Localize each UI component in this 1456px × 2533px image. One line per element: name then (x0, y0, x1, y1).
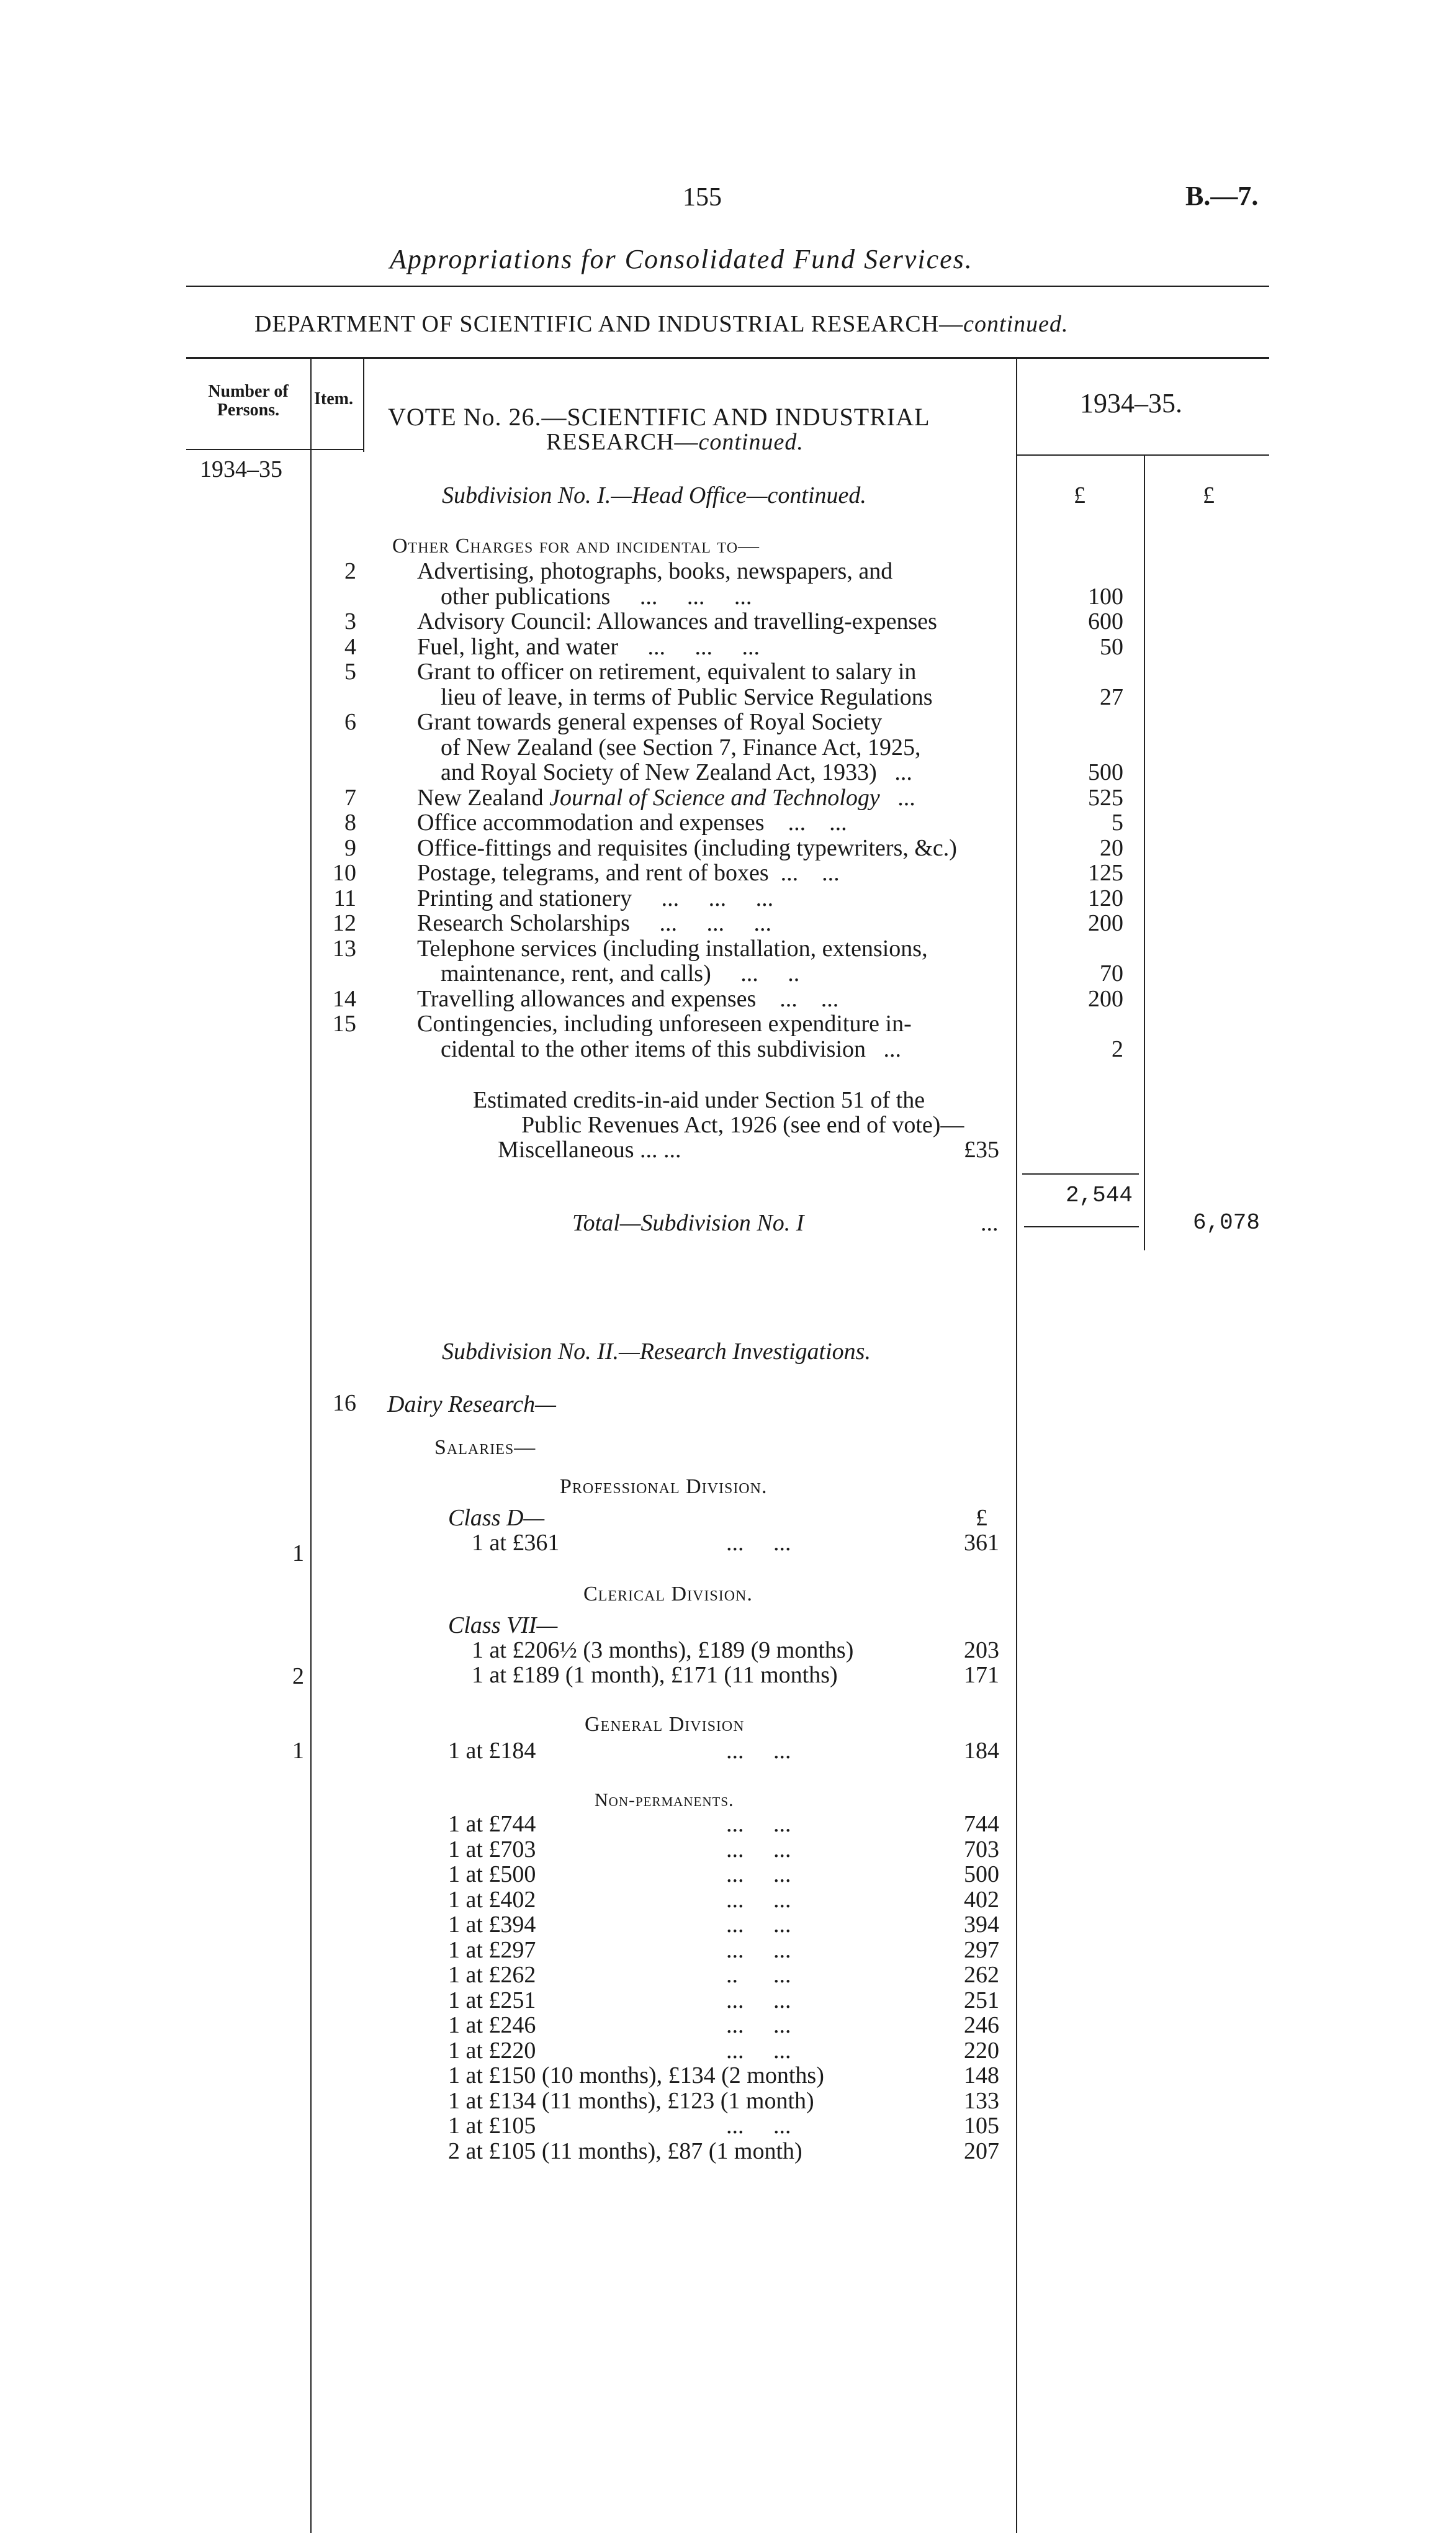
subtotal-amount: 2,544 (1065, 1183, 1133, 1208)
item-amount: 2 (1112, 1036, 1123, 1062)
subtotal-bottom-rule (1024, 1226, 1139, 1227)
item-amount: 20 (1100, 834, 1123, 861)
class-vii-persons: 2 (292, 1663, 304, 1689)
item-number: 9 (344, 834, 356, 861)
salary-row-amount: 171 (964, 1662, 999, 1688)
item-description: maintenance, rent, and calls) ... .. (441, 960, 800, 987)
salary-row-text: 1 at £500 (448, 1861, 536, 1887)
salary-row-amount: 148 (964, 2062, 999, 2088)
salary-row-text: 1 at £297 (448, 1936, 536, 1963)
item-number: 3 (344, 608, 356, 634)
salary-row-dots: ... ... (726, 1987, 791, 2013)
item-description: Telephone services (including installation, extensions, (417, 935, 928, 962)
item-amount: 125 (1088, 860, 1123, 886)
item-description: Printing and stationery ... ... ... (417, 885, 774, 911)
total-label: Total—Subdivision No. I (572, 1210, 804, 1236)
salary-row-text: 1 at £150 (10 months), £134 (2 months) (448, 2062, 824, 2088)
non-permanents-heading: Non-permanents. (595, 1790, 734, 1810)
salary-row-amount: 251 (964, 1987, 999, 2013)
item-number: 10 (333, 860, 356, 886)
class-d-row-text: 1 at £361 (472, 1530, 560, 1556)
item-number: 15 (333, 1011, 356, 1037)
total-dots: ... (981, 1210, 999, 1236)
item-number: 11 (333, 885, 356, 911)
salary-row-dots: ... ... (726, 2113, 791, 2139)
credits-line2: Public Revenues Act, 1926 (see end of vote)— (521, 1112, 964, 1138)
salary-row-text: 1 at £402 (448, 1886, 536, 1913)
salary-row-amount: 402 (964, 1886, 999, 1913)
salary-row-amount: 133 (964, 2087, 999, 2114)
item-column-rule (363, 359, 364, 452)
class-d-row-amount: 361 (964, 1530, 999, 1556)
salary-row-text: 1 at £105 (448, 2113, 536, 2139)
salary-row-dots: ... ... (726, 2037, 791, 2064)
item-number: 7 (344, 784, 356, 811)
item-number: 5 (344, 659, 356, 685)
persons-year: 1934–35 (200, 456, 282, 482)
salary-row-dots: ... ... (726, 1936, 791, 1963)
persons-column-header: Number of Persons. (208, 382, 289, 420)
salary-row-text: 1 at £189 (1 month), £171 (11 months) (472, 1662, 838, 1688)
credits-amount: £35 (964, 1137, 999, 1163)
credits-line1: Estimated credits-in-aid under Section 51 of the (473, 1087, 925, 1113)
subdivision2-title: Subdivision No. II.—Research Investigations. (442, 1339, 871, 1365)
item-amount: 70 (1100, 960, 1123, 987)
other-charges-heading: Other Charges for and incidental to— (392, 535, 760, 558)
currency-symbol-1: £ (1074, 482, 1085, 508)
salary-row-dots: ... ... (726, 2012, 791, 2038)
item-amount: 200 (1088, 910, 1123, 936)
general-row-text: 1 at £184 (448, 1738, 536, 1764)
credits-line3: Miscellaneous ... ... (498, 1137, 681, 1163)
item-amount: 200 (1088, 985, 1123, 1012)
item-description: cidental to the other items of this subdivision ... (441, 1036, 901, 1062)
salary-row-amount: 703 (964, 1836, 999, 1862)
department-suffix: continued. (963, 311, 1069, 337)
class-vii-label: Class VII— (448, 1612, 558, 1638)
item-description: lieu of leave, in terms of Public Service Regulations (441, 684, 933, 710)
subdivision1-title: Subdivision No. I.—Head Office—continued. (442, 482, 866, 508)
salary-row-amount: 203 (964, 1637, 999, 1663)
salary-row-amount: 394 (964, 1912, 999, 1938)
item-description: and Royal Society of New Zealand Act, 1933) ... (441, 759, 912, 785)
salaries-heading: Salaries— (434, 1436, 536, 1459)
department-name: DEPARTMENT OF SCIENTIFIC AND INDUSTRIAL RESEARCH— (254, 311, 964, 337)
salary-row-text: 1 at £744 (448, 1811, 536, 1837)
item-description: Office-fittings and requisites (including typewriters, &c.) (417, 834, 957, 861)
item-description: Fuel, light, and water ... ... ... (417, 633, 760, 660)
item-description: Research Scholarships ... ... ... (417, 910, 771, 936)
salary-row-amount: 105 (964, 2113, 999, 2139)
persons-column-rule (310, 359, 312, 2533)
item-description: Advertising, photographs, books, newspapers, and (417, 558, 893, 584)
class-d-row-dots: ... ... (726, 1530, 791, 1556)
clerical-division-heading: Clerical Division. (583, 1583, 753, 1605)
item-description: New Zealand Journal of Science and Technology ... (417, 784, 915, 811)
salary-row-dots: ... ... (726, 1861, 791, 1887)
vote-title-line1: VOTE No. 26.—SCIENTIFIC AND INDUSTRIAL (388, 403, 930, 431)
item-amount: 500 (1088, 759, 1123, 785)
salary-row-dots: ... ... (726, 1886, 791, 1913)
salary-row-dots: ... ... (726, 1836, 791, 1862)
year-header: 1934–35. (1080, 388, 1182, 418)
general-row-amount: 184 (964, 1738, 999, 1764)
general-row-dots: ... ... (726, 1738, 791, 1764)
department-heading (254, 312, 1069, 336)
header-left-bottom-rule (186, 449, 364, 450)
salary-row-text: 1 at £206½ (3 months), £189 (9 months) (472, 1637, 854, 1663)
salary-row-text: 1 at £134 (11 months), £123 (1 month) (448, 2087, 814, 2114)
class-d-label: Class D— (448, 1505, 545, 1531)
item-number: 12 (333, 910, 356, 936)
salary-row-dots: .. ... (726, 1962, 791, 1988)
professional-division-heading: Professional Division. (560, 1475, 768, 1498)
amount-column-rule (1016, 359, 1017, 2533)
item-number: 6 (344, 709, 356, 735)
salary-row-amount: 262 (964, 1962, 999, 1988)
item-description: Postage, telegrams, and rent of boxes ... ... (417, 860, 840, 886)
class-d-currency: £ (976, 1505, 987, 1531)
item-description: other publications ... ... ... (441, 583, 752, 610)
salary-row-dots: ... ... (726, 1811, 791, 1837)
salary-row-amount: 207 (964, 2138, 999, 2164)
item-description: Grant to officer on retirement, equivalent to salary in (417, 659, 917, 685)
salary-row-amount: 246 (964, 2012, 999, 2038)
salary-row-text: 1 at £246 (448, 2012, 536, 2038)
salary-row-amount: 500 (964, 1861, 999, 1887)
general-persons: 1 (292, 1738, 304, 1764)
item-amount: 5 (1112, 810, 1123, 836)
salary-row-text: 1 at £251 (448, 1987, 536, 2013)
salary-row-text: 1 at £703 (448, 1836, 536, 1862)
item-amount: 100 (1088, 583, 1123, 610)
total-amount: 6,078 (1192, 1210, 1260, 1235)
item-description: Contingencies, including unforeseen expenditure in- (417, 1011, 912, 1037)
item-amount: 525 (1088, 784, 1123, 811)
page-number: 155 (683, 183, 722, 212)
subtotal-top-rule (1022, 1173, 1139, 1175)
salary-row-dots: ... ... (726, 1912, 791, 1938)
item-number: 14 (333, 985, 356, 1012)
item-amount: 120 (1088, 885, 1123, 911)
item-column-header: Item. (314, 389, 353, 409)
salary-row-text: 2 at £105 (11 months), £87 (1 month) (448, 2138, 802, 2164)
salary-row-text: 1 at £262 (448, 1962, 536, 1988)
page-title: Appropriations for Consolidated Fund Services. (390, 244, 973, 274)
item-amount: 600 (1088, 608, 1123, 634)
general-division-heading: General Division (585, 1713, 745, 1736)
item-number: 13 (333, 935, 356, 962)
item-number: 2 (344, 558, 356, 584)
item-16-number: 16 (333, 1390, 356, 1416)
salary-row-text: 1 at £394 (448, 1912, 536, 1938)
item-description: Travelling allowances and expenses ... ... (417, 985, 839, 1012)
item-description: of New Zealand (see Section 7, Finance Act, 1925, (441, 734, 921, 761)
item-description: Advisory Council: Allowances and travelling-expenses (417, 608, 937, 634)
item-description: Grant towards general expenses of Royal Society (417, 709, 883, 735)
salary-row-amount: 220 (964, 2037, 999, 2064)
item-number: 4 (344, 633, 356, 660)
header-right-bottom-rule (1016, 454, 1269, 456)
table-top-rule (186, 357, 1269, 359)
item-amount: 27 (1100, 684, 1123, 710)
dairy-research-heading: Dairy Research— (387, 1391, 556, 1417)
item-description: Office accommodation and expenses ... ... (417, 810, 847, 836)
title-rule (186, 286, 1269, 287)
currency-symbol-2: £ (1203, 482, 1215, 508)
class-d-persons: 1 (292, 1540, 304, 1566)
item-amount: 50 (1100, 633, 1123, 660)
salary-row-amount: 297 (964, 1936, 999, 1963)
vote-title-line2: RESEARCH—continued. (546, 429, 804, 455)
salary-row-amount: 744 (964, 1811, 999, 1837)
salary-row-text: 1 at £220 (448, 2037, 536, 2064)
item-number: 8 (344, 810, 356, 836)
document-reference: B.—7. (1185, 181, 1259, 211)
total-column-rule (1144, 456, 1145, 1250)
